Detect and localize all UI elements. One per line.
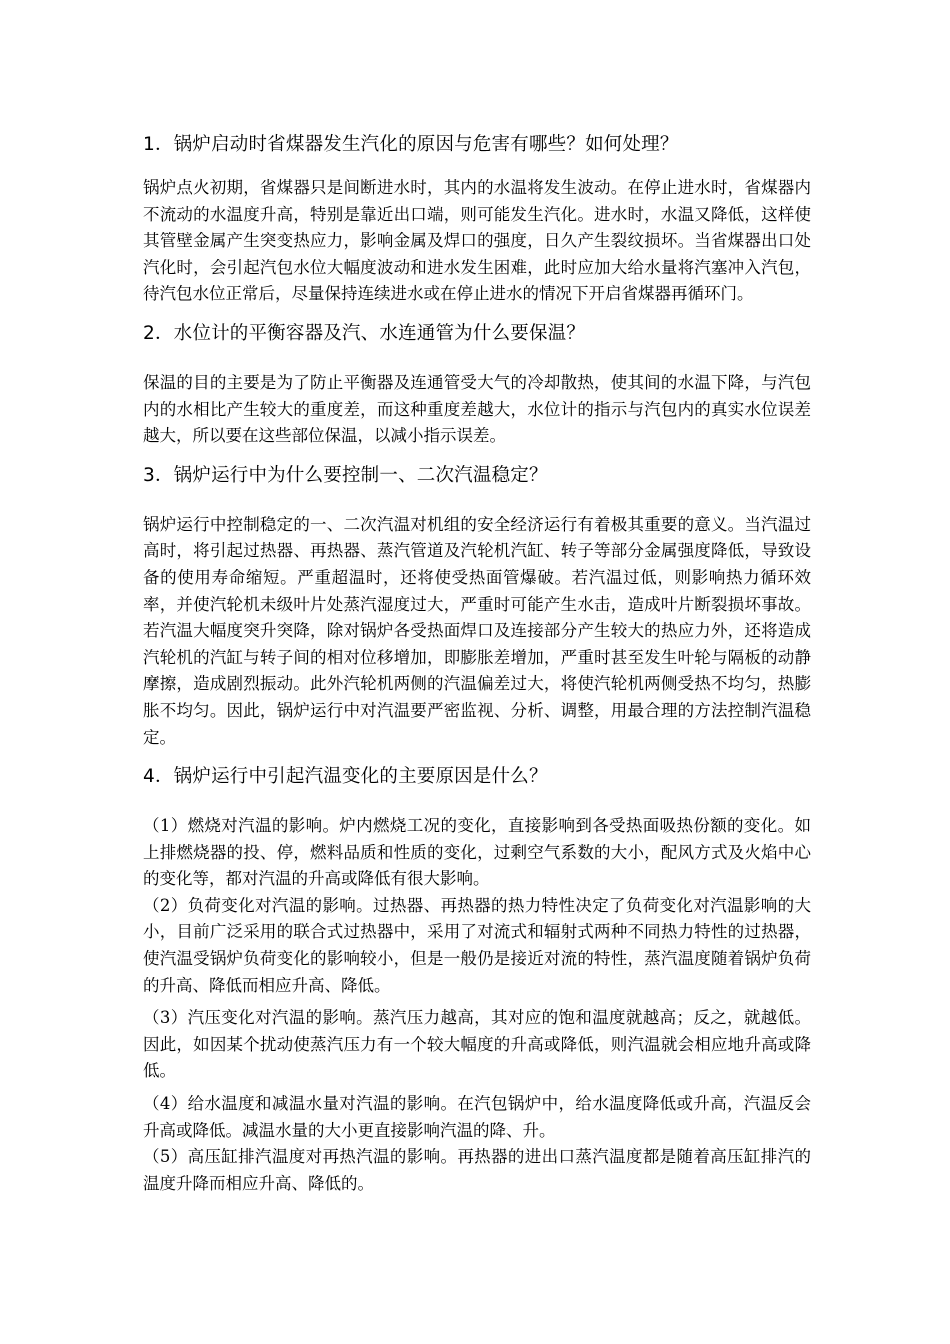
- question-heading-4: 4．锅炉运行中引起汽温变化的主要原因是什么？: [143, 766, 548, 788]
- answer-item-3: （3）汽压变化对汽温的影响。蒸汽压力越高，其对应的饱和温度就越高；反之，就越低。因此，如因某个扰动使蒸汽压力有一个较大幅度的升高或降低，则汽温就会相应地升高或降低。: [143, 1008, 811, 1081]
- answer-item-2: （2）负荷变化对汽温的影响。过热器、再热器的热力特性决定了负荷变化对汽温影响的大小，目前广泛采用的联合式过热器中，采用了对流式和辐射式两种不同热力特性的过热器，使汽温受锅炉负荷变化的影响较小，但是一般仍是接近对流的特性，蒸汽温度随着锅炉负荷的升高、降低而相应升高、降低。: [143, 895, 811, 995]
- question-heading-3: 3．锅炉运行中为什么要控制一、二次汽温稳定？: [143, 464, 548, 486]
- answer-item-4: （4）给水温度和减温水量对汽温的影响。在汽包锅炉中，给水温度降低或升高，汽温反会升高或降低。减温水量的大小更直接影响汽温的降、升。: [143, 1094, 811, 1140]
- document-body: [143, 132, 811, 1197]
- answer-item-1: （1）燃烧对汽温的影响。炉内燃烧工况的变化，直接影响到各受热面吸热份额的变化。如上排燃烧器的投、停，燃料品质和性质的变化，过剩空气系数的大小，配风方式及火焰中心的变化等，都对汽温的升高或降低有很大影响。: [143, 816, 811, 889]
- answer-paragraph: 保温的目的主要是为了防止平衡器及连通管受大气的冷却散热，使其间的水温下降，与汽包内的水相比产生较大的重度差，而这种重度差越大，水位计的指示与汽包内的真实水位误差越大，所以要在这些部位保温，以减小指示误差。: [143, 372, 811, 446]
- answer-item-5: （5）高压缸排汽温度对再热汽温的影响。再热器的进出口蒸汽温度都是随着高压缸排汽的温度升降而相应升高、降低的。: [143, 1147, 811, 1193]
- answer-paragraph: 锅炉点火初期，省煤器只是间断进水时，其内的水温将发生波动。在停止进水时，省煤器内不流动的水温度升高，特别是靠近出口端，则可能发生汽化。进水时，水温又降低，这样使其管壁金属产生突变热应力，影响金属及焊口的强度，日久产生裂纹损坏。当省煤器出口处汽化时，会引起汽包水位大幅度波动和进水发生困难，此时应加大给水量将汽塞冲入汽包，待汽包水位正常后，尽量保持连续进水或在停止进水的情况下开启省煤器再循环门。: [143, 178, 811, 304]
- question-heading-1: 1．锅炉启动时省煤器发生汽化的原因与危害有哪些？如何处理？: [143, 134, 679, 155]
- answer-paragraph: 锅炉运行中控制稳定的一、二次汽温对机组的安全经济运行有着极其重要的意义。当汽温过高时，将引起过热器、再热器、蒸汽管道及汽轮机汽缸、转子等部分金属强度降低，导致设备的使用寿命缩短。严重超温时，还将使受热面管爆破。若汽温过低，则影响热力循环效率，并使汽轮机未级叶片处蒸汽湿度过大，严重时可能产生水击，造成叶片断裂损坏事故。若汽温大幅度突升突降，除对锅炉各受热面焊口及连接部分产生较大的热应力外，还将造成汽轮机的汽缸与转子间的相对位移增加，即膨胀差增加，严重时甚至发生叶轮与隔板的动静摩擦，造成剧烈振动。此外汽轮机两侧的汽温偏差过大，将使汽轮机两侧受热不均匀，热膨胀不均匀。因此，锅炉运行中对汽温要严密监视、分析、调整，用最合理的方法控制汽温稳定。: [143, 514, 811, 747]
- question-heading-2: 2．水位计的平衡容器及汽、水连通管为什么要保温？: [143, 322, 586, 344]
